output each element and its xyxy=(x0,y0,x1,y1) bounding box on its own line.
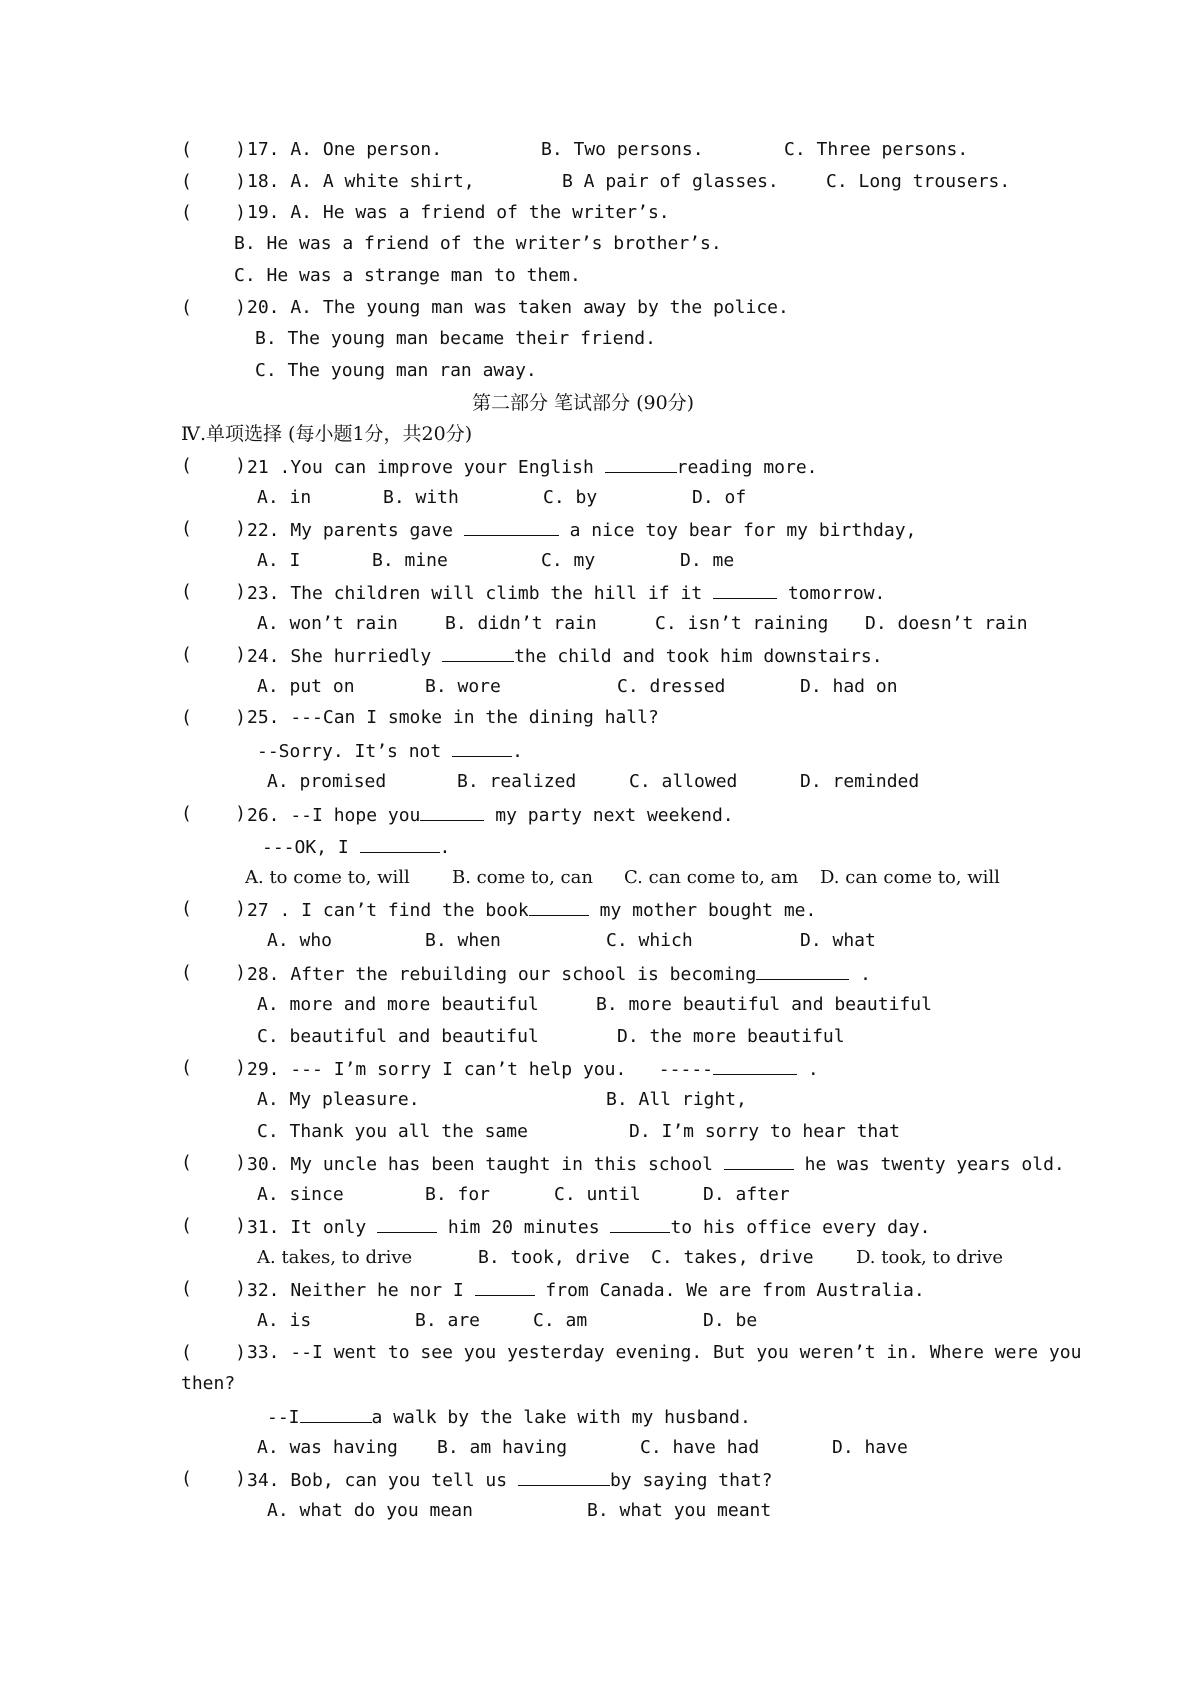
q34-answer-blank[interactable] xyxy=(518,1469,610,1486)
q29-paren: ( ) xyxy=(181,1057,247,1078)
q25-option-d: D. reminded xyxy=(800,771,920,792)
q21-answer-blank[interactable] xyxy=(605,456,677,473)
q31-option-b: B. took, drive xyxy=(478,1247,630,1268)
q18-option-b: B A pair of glasses. xyxy=(562,171,779,192)
q27-paren: ( ) xyxy=(181,898,247,919)
q24-option-c: C. dressed xyxy=(617,676,726,697)
q30-stem-after: he was twenty years old. xyxy=(793,1154,1065,1175)
q22-option-a: A. I xyxy=(257,550,301,571)
q28-option-d: D. the more beautiful xyxy=(617,1026,845,1047)
q21-option-d: D. of xyxy=(692,487,747,508)
q22-paren: ( ) xyxy=(181,518,247,539)
q33-option-b: B. am having xyxy=(437,1437,568,1458)
q25-reply-before: --Sorry. It’s not xyxy=(257,741,453,762)
q34-stem-after: by saying that? xyxy=(609,1470,773,1491)
q20-option-a: 20. A. The young man was taken away by the police. xyxy=(247,297,789,318)
q26-reply-before: ---OK, I xyxy=(262,837,360,858)
q18-option-c: C. Long trousers. xyxy=(826,171,1011,192)
q22-stem xyxy=(247,519,916,541)
q29-stem-before: 29. --- I’m sorry I can’t help you. ----- xyxy=(247,1059,713,1080)
q26-option-c: C. can come to, am xyxy=(624,867,799,888)
q28-option-b: B. more beautiful and beautiful xyxy=(596,994,932,1015)
q30-stem xyxy=(247,1153,1065,1175)
q24-answer-blank[interactable] xyxy=(442,645,514,662)
q29-option-c: C. Thank you all the same xyxy=(257,1121,528,1142)
q32-option-c: C. am xyxy=(533,1310,588,1331)
q30-option-c: C. until xyxy=(554,1184,641,1205)
q25-option-b: B. realized xyxy=(457,771,577,792)
q33-stem: 33. --I went to see you yesterday evening. But you weren’t in. Where were you xyxy=(247,1342,1082,1363)
q19-option-c: C. He was a strange man to them. xyxy=(234,265,581,286)
q26-option-d: D. can come to, will xyxy=(820,867,1000,888)
q32-option-d: D. be xyxy=(703,1310,758,1331)
q25-stem: 25. ---Can I smoke in the dining hall? xyxy=(247,707,659,728)
q18-option-a: 18. A. A white shirt, xyxy=(247,171,475,192)
q31-option-d: D. took, to drive xyxy=(856,1247,1003,1268)
q23-option-a: A. won’t rain xyxy=(257,613,398,634)
q24-option-d: D. had on xyxy=(800,676,898,697)
q30-option-a: A. since xyxy=(257,1184,344,1205)
q33-reply-before: --I xyxy=(267,1407,300,1428)
q32-stem xyxy=(247,1279,925,1301)
q29-option-b: B. All right, xyxy=(606,1089,747,1110)
q17-paren: ( ) xyxy=(181,139,247,160)
q17-option-a: 17. A. One person. xyxy=(247,139,443,160)
q32-stem-after: from Canada. We are from Australia. xyxy=(534,1280,925,1301)
q28-paren: ( ) xyxy=(181,962,247,983)
q28-stem-after: . xyxy=(849,964,872,985)
q33-option-a: A. was having xyxy=(257,1437,398,1458)
q22-option-d: D. me xyxy=(680,550,735,571)
q28-stem xyxy=(247,963,871,985)
q23-option-b: B. didn’t rain xyxy=(445,613,597,634)
q26-paren: ( ) xyxy=(181,803,247,824)
q31-stem-after: to his office every day. xyxy=(670,1217,931,1238)
q23-answer-blank[interactable] xyxy=(713,582,777,599)
q30-answer-blank[interactable] xyxy=(724,1153,794,1170)
q32-stem-before: 32. Neither he nor I xyxy=(247,1280,475,1301)
q33-paren: ( ) xyxy=(181,1342,247,1363)
q27-option-b: B. when xyxy=(425,930,501,951)
q19-option-b: B. He was a friend of the writer’s brother’s. xyxy=(234,233,722,254)
section-iv-heading: Ⅳ.单项选择 (每小题1分，共20分) xyxy=(181,423,473,445)
q26-stem-after: my party next weekend. xyxy=(484,805,734,826)
q21-option-b: B. with xyxy=(383,487,459,508)
q25-option-a: A. promised xyxy=(267,771,387,792)
q30-stem-before: 30. My uncle has been taught in this school xyxy=(247,1154,724,1175)
q29-stem-after: . xyxy=(797,1059,819,1080)
q28-option-a: A. more and more beautiful xyxy=(257,994,539,1015)
q34-option-a: A. what do you mean xyxy=(267,1500,473,1521)
q26-answer-blank[interactable] xyxy=(420,804,484,821)
q18-paren: ( ) xyxy=(181,171,247,192)
q27-option-a: A. who xyxy=(267,930,333,951)
q24-stem xyxy=(247,645,883,667)
q25-reply-after: . xyxy=(512,741,523,762)
q33-reply-after: a walk by the lake with my husband. xyxy=(371,1407,751,1428)
q30-option-d: D. after xyxy=(703,1184,790,1205)
q22-option-b: B. mine xyxy=(372,550,448,571)
section-title: 第二部分 笔试部分 (90分) xyxy=(472,392,695,414)
q26-reply xyxy=(262,836,450,858)
q25-reply xyxy=(257,740,523,762)
q27-stem-after: my mother bought me. xyxy=(588,900,817,921)
q17-option-c: C. Three persons. xyxy=(784,139,969,160)
q32-answer-blank[interactable] xyxy=(475,1279,535,1296)
q30-option-b: B. for xyxy=(425,1184,491,1205)
q24-option-a: A. put on xyxy=(257,676,355,697)
q33-stem-continued: then? xyxy=(181,1373,236,1394)
q22-answer-blank[interactable] xyxy=(464,519,559,536)
q31-answer-blank-1[interactable] xyxy=(377,1216,437,1233)
q34-stem-before: 34. Bob, can you tell us xyxy=(247,1470,518,1491)
q22-stem-after: a nice toy bear for my birthday, xyxy=(558,520,917,541)
q20-option-c: C. The young man ran away. xyxy=(255,360,537,381)
q28-stem-before: 28. After the rebuilding our school is becoming xyxy=(247,964,757,985)
q21-stem xyxy=(247,456,818,478)
q20-paren: ( ) xyxy=(181,297,247,318)
q26-stem xyxy=(247,804,734,826)
q29-option-d: D. I’m sorry to hear that xyxy=(629,1121,900,1142)
q30-paren: ( ) xyxy=(181,1152,247,1173)
q31-stem-mid: him 20 minutes xyxy=(437,1217,611,1238)
q22-option-c: C. my xyxy=(541,550,596,571)
q25-paren: ( ) xyxy=(181,707,247,728)
q33-option-d: D. have xyxy=(832,1437,908,1458)
q23-option-c: C. isn’t raining xyxy=(655,613,829,634)
q26-reply-blank[interactable] xyxy=(360,836,440,853)
q23-stem xyxy=(247,582,885,604)
q33-option-c: C. have had xyxy=(640,1437,760,1458)
q31-option-c: C. takes, drive xyxy=(651,1247,814,1268)
q21-stem-before: 21 .You can improve your English xyxy=(247,457,605,478)
q34-paren: ( ) xyxy=(181,1468,247,1489)
q24-paren: ( ) xyxy=(181,644,247,665)
q22-stem-before: 22. My parents gave xyxy=(247,520,464,541)
q23-stem-after: tomorrow. xyxy=(777,583,886,604)
q26-reply-after: . xyxy=(439,837,451,858)
q31-paren: ( ) xyxy=(181,1215,247,1236)
q27-answer-blank[interactable] xyxy=(529,899,589,916)
q34-option-b: B. what you meant xyxy=(587,1500,772,1521)
q20-option-b: B. The young man became their friend. xyxy=(255,328,656,349)
q27-stem xyxy=(247,899,816,921)
q26-option-a: A. to come to, will xyxy=(245,867,410,888)
q19-paren: ( ) xyxy=(181,202,247,223)
q27-option-d: D. what xyxy=(800,930,876,951)
q32-option-a: A. is xyxy=(257,1310,312,1331)
q26-option-b: B. come to, can xyxy=(452,867,593,888)
q24-stem-before: 24. She hurriedly xyxy=(247,646,443,667)
q19-option-a: 19. A. He was a friend of the writer’s. xyxy=(247,202,670,223)
q21-option-c: C. by xyxy=(543,487,598,508)
q31-stem-before: 31. It only xyxy=(247,1217,378,1238)
q29-stem xyxy=(247,1058,819,1080)
q34-stem xyxy=(247,1469,773,1491)
q23-paren: ( ) xyxy=(181,581,247,602)
q26-stem-before: 26. --I hope you xyxy=(247,805,421,826)
q21-option-a: A. in xyxy=(257,487,312,508)
q33-answer-blank[interactable] xyxy=(300,1406,372,1423)
q17-option-b: B. Two persons. xyxy=(541,139,704,160)
q24-option-b: B. wore xyxy=(425,676,501,697)
q28-answer-blank[interactable] xyxy=(756,963,849,980)
q28-option-c: C. beautiful and beautiful xyxy=(257,1026,539,1047)
q33-reply xyxy=(267,1406,751,1428)
q29-option-a: A. My pleasure. xyxy=(257,1089,420,1110)
q21-stem-after: reading more. xyxy=(676,457,818,478)
q31-option-a: A. takes, to drive xyxy=(257,1247,413,1268)
q29-answer-blank[interactable] xyxy=(713,1058,797,1075)
q25-option-c: C. allowed xyxy=(629,771,738,792)
q23-stem-before: 23. The children will climb the hill if it xyxy=(247,583,713,604)
q27-option-c: C. which xyxy=(606,930,693,951)
q32-paren: ( ) xyxy=(181,1278,247,1299)
q25-answer-blank[interactable] xyxy=(452,740,512,757)
q24-stem-after: the child and took him downstairs. xyxy=(514,646,883,667)
q31-stem xyxy=(247,1216,931,1238)
q23-option-d: D. doesn’t rain xyxy=(865,613,1028,634)
q32-option-b: B. are xyxy=(415,1310,481,1331)
q27-stem-before: 27 . I can’t find the book xyxy=(247,900,529,921)
q31-answer-blank-2[interactable] xyxy=(610,1216,670,1233)
q21-paren: ( ) xyxy=(181,455,247,476)
